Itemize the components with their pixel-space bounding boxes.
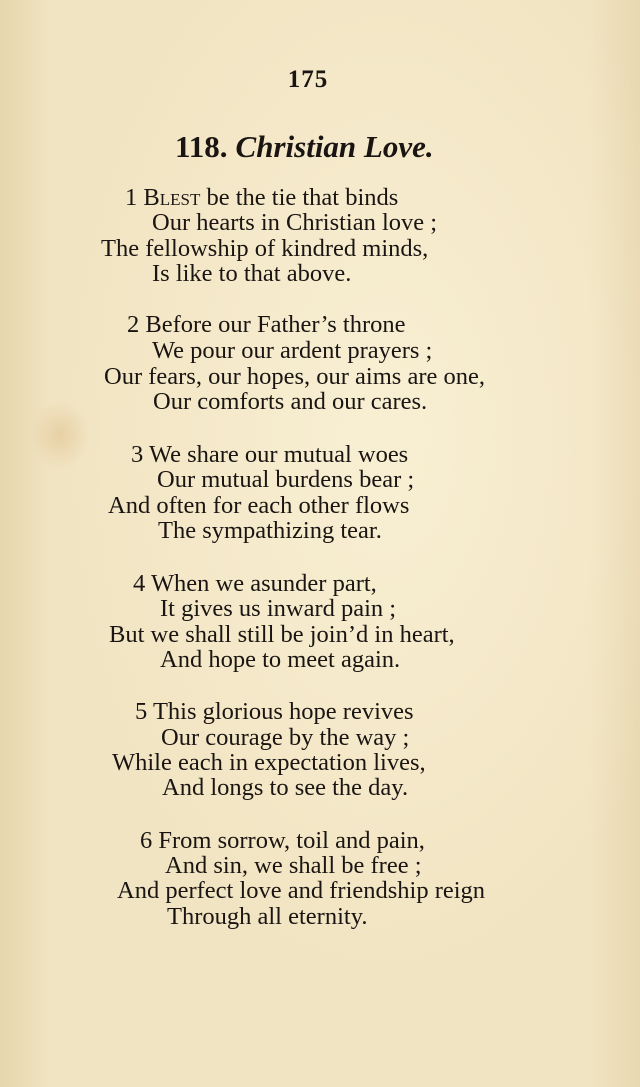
stanza-number: 3 (131, 441, 144, 468)
verse-text: From sorrow, toil and pain, (158, 827, 425, 854)
stanza-3-line-2: Our mutual burdens bear ; (157, 466, 415, 493)
stanza-6-line-3: And perfect love and friendship reign (117, 877, 486, 904)
stanza-2-line-4: Our comforts and our cares. (153, 388, 428, 415)
stanza-1-line-2: Our hearts in Christian love ; (152, 209, 438, 236)
verse-text: This glorious hope revives (152, 698, 414, 725)
stanza-number: 4 (133, 570, 146, 597)
stanza-6-line-2: And sin, we shall be free ; (165, 852, 422, 879)
paper-stain (30, 400, 90, 470)
hymn-title (175, 129, 434, 165)
page-number: 175 (287, 66, 329, 93)
verse-text: We share our mutual woes (148, 441, 409, 468)
stanza-number: 6 (140, 827, 153, 854)
stanza-5-line-1 (135, 700, 414, 725)
stanza-5-line-4: And longs to see the day. (162, 774, 409, 801)
stanza-6-line-4: Through all eternity. (167, 903, 368, 930)
stanza-number: 2 (127, 311, 140, 338)
stanza-4-line-1 (133, 572, 377, 597)
hymn-number: 118. (175, 129, 228, 164)
hymn-name: Christian Love. (235, 129, 434, 164)
stanza-5-line-2: Our courage by the way ; (161, 724, 410, 751)
stanza-4-line-2: It gives us inward pain ; (160, 595, 397, 622)
first-word: Blest (143, 184, 201, 211)
verse-text: Before our Father’s throne (145, 311, 406, 338)
stanza-number: 1 (125, 184, 138, 211)
stanza-3-line-3: And often for each other flows (108, 492, 410, 519)
stanza-6-line-1 (140, 829, 425, 854)
stanza-4-line-3: But we shall still be join’d in heart, (109, 621, 455, 648)
stanza-number: 5 (135, 698, 148, 725)
stanza-3-line-1 (131, 443, 408, 468)
stanza-5-line-3: While each in expectation lives, (112, 749, 426, 776)
verse-text: When we asunder part, (150, 570, 377, 597)
stanza-2-line-3: Our fears, our hopes, our aims are one, (104, 363, 485, 390)
stanza-1-line-1 (125, 186, 398, 211)
stanza-2-line-2: We pour our ardent prayers ; (152, 337, 433, 364)
stanza-3-line-4: The sympathizing tear. (158, 517, 382, 544)
stanza-1-line-4: Is like to that above. (152, 260, 352, 287)
verse-text: be the tie that binds (206, 184, 399, 211)
stanza-1-line-3: The fellowship of kindred minds, (101, 235, 429, 262)
stanza-4-line-4: And hope to meet again. (160, 646, 401, 673)
stanza-2-line-1 (127, 313, 406, 338)
